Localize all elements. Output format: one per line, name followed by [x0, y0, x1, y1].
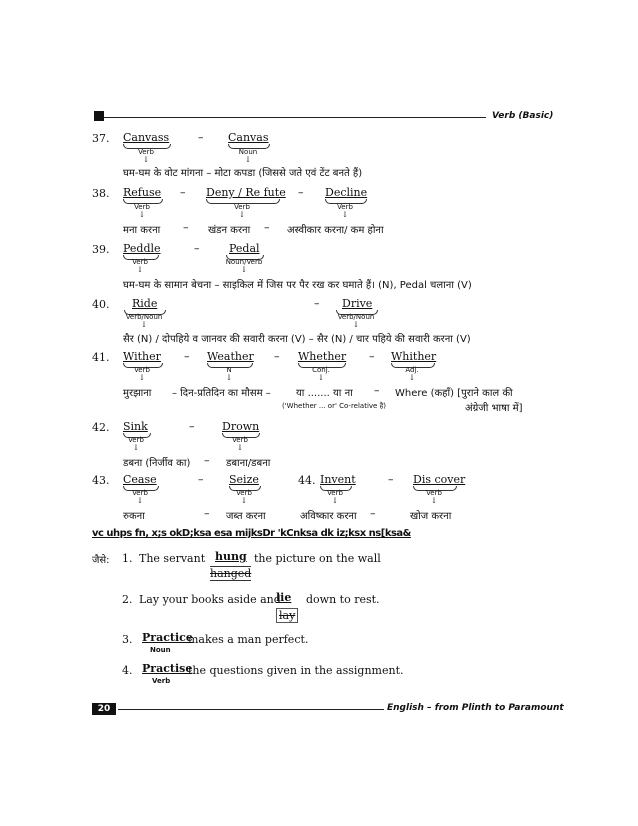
down-arrow-icon: ↓ [341, 210, 349, 219]
example-text: The servant [139, 552, 206, 565]
entry-word: Canvas [228, 131, 269, 144]
pos-label: Verb [236, 489, 252, 497]
entry-number: 40. [92, 298, 110, 311]
pos-label: Verb/Noun [125, 313, 163, 321]
down-arrow-icon: ↓ [352, 320, 360, 329]
meaning-text: – दिन-प्रतिदिन का मौसम – [172, 388, 271, 399]
example-number: 2. [122, 593, 133, 606]
down-arrow-icon: ↓ [238, 210, 246, 219]
meaning-text: Where (कहाँ) [पुराने काल की [395, 388, 513, 399]
entry-word: Decline [325, 186, 368, 199]
pos-label: Verb [337, 203, 353, 211]
down-arrow-icon: ↓ [317, 373, 325, 382]
dash: – [194, 242, 200, 255]
dash: – [184, 350, 190, 363]
correct-word: hung [215, 550, 247, 563]
entry-word: Drive [342, 297, 373, 310]
entry-word: Pedal [229, 242, 260, 255]
dash: – [374, 384, 380, 397]
entry-number: 41. [92, 351, 110, 364]
meaning-text: खोज करना [410, 511, 452, 522]
meaning-text: मना करना [123, 225, 161, 236]
pos-label: Verb [134, 203, 150, 211]
example-number: 4. [122, 664, 133, 677]
dash: – [314, 297, 320, 310]
example-text: Lay your books aside and [139, 593, 281, 606]
dash: – [183, 221, 189, 234]
down-arrow-icon: ↓ [236, 443, 244, 452]
dash: – [204, 454, 210, 467]
meaning-text: या ....... या ना [296, 388, 353, 399]
page-number: 20 [92, 703, 116, 715]
meaning-text: अंग्रेजी भाषा में] [465, 403, 523, 414]
wrong-word: lay [276, 608, 298, 623]
dash: – [370, 507, 376, 520]
entry-word: Peddle [123, 242, 161, 255]
pos-label: Verb [132, 489, 148, 497]
down-arrow-icon: ↓ [136, 265, 144, 274]
down-arrow-icon: ↓ [430, 496, 438, 505]
note-text: ('Whether ... or' Co-relative है) [282, 402, 387, 410]
pos-label: Verb [327, 489, 343, 497]
entry-word: Deny / Re fute [206, 186, 286, 199]
entry-word: Weather [207, 350, 254, 363]
dash: – [189, 420, 195, 433]
meaning-text: डबना (निर्जीव का) [123, 458, 191, 469]
dash: – [298, 186, 304, 199]
pos-label: Verb [134, 366, 150, 374]
dash: – [264, 221, 270, 234]
example-text: makes a man perfect. [188, 633, 309, 646]
down-arrow-icon: ↓ [408, 373, 416, 382]
correct-word: Practice [142, 631, 193, 644]
meaning-text: जब्त करना [226, 511, 266, 522]
dash: – [274, 350, 280, 363]
entry-word: Seize [229, 473, 259, 486]
entry-word: Whether [298, 350, 347, 363]
pos-label: Verb [426, 489, 442, 497]
entry-word: Refuse [123, 186, 162, 199]
entry-number: 39. [92, 243, 110, 256]
dash: – [198, 473, 204, 486]
example-text: the questions given in the assignment. [188, 664, 404, 677]
down-arrow-icon: ↓ [142, 155, 150, 164]
entry-word: Dis cover [413, 473, 466, 486]
meaning-text: खंडन करना [208, 225, 251, 236]
entry-number: 37. [92, 132, 110, 145]
down-arrow-icon: ↓ [138, 210, 146, 219]
example-number: 3. [122, 633, 133, 646]
meaning-text: अस्वीकार करना/ कम होना [287, 225, 384, 236]
pos-label: Noun [238, 148, 258, 156]
dash: – [388, 473, 394, 486]
entry-word: Canvass [123, 131, 170, 144]
pos-label: Verb [152, 677, 171, 685]
header-title: Verb (Basic) [492, 111, 554, 121]
dash: – [198, 131, 204, 144]
down-arrow-icon: ↓ [136, 496, 144, 505]
meaning-text: मुरझाना [123, 388, 152, 399]
down-arrow-icon: ↓ [138, 373, 146, 382]
pos-label: Conj. [312, 366, 330, 374]
entry-word: Whither [391, 350, 437, 363]
entry-word: Sink [123, 420, 148, 433]
meaning-text: सैर (N) / दोपहिये व जानवर की सवारी करना (V) – सैर (N) / चार पहिये की सवारी करना (V) [123, 334, 471, 345]
entry-number: 42. [92, 421, 110, 434]
down-arrow-icon: ↓ [240, 265, 248, 274]
section-instruction: vc uhps fn, x;s okD;ksa esa mijksDr 'kCnksa dk iz;ksx ns[ksa& [92, 528, 411, 539]
meaning-text: घम-घम के वोट मांगना – मोटा कपडा (जिससे जते एवं टेंट बनते हैं) [123, 168, 363, 179]
entry-number: 43. [92, 474, 110, 487]
pos-label: Adj. [405, 366, 419, 374]
examples-label: जैसे: [92, 555, 110, 566]
meaning-text: अविष्कार करना [300, 511, 357, 522]
header-rule [104, 117, 486, 118]
down-arrow-icon: ↓ [132, 443, 140, 452]
pos-label: Verb/Noun [337, 313, 375, 321]
entry-word: Drown [222, 420, 260, 433]
down-arrow-icon: ↓ [140, 320, 148, 329]
pos-label: Verb [234, 203, 250, 211]
dash: – [204, 507, 210, 520]
pos-label: Verb [128, 436, 144, 444]
meaning-text: डबाना/डबना [226, 458, 271, 469]
header-marker [94, 111, 104, 121]
example-text: the picture on the wall [254, 552, 381, 565]
down-arrow-icon: ↓ [244, 155, 252, 164]
pos-label: Verb [138, 148, 154, 156]
footer-title: English – from Plinth to Paramount [387, 703, 564, 713]
dash: – [369, 350, 375, 363]
down-arrow-icon: ↓ [225, 373, 233, 382]
footer-rule [118, 709, 384, 710]
entry-word: Ride [132, 297, 158, 310]
meaning-text: रुकना [123, 511, 145, 522]
correct-word: lie [276, 591, 292, 604]
pos-label: Noun/Verb [225, 258, 263, 266]
pos-label: N [226, 366, 232, 374]
down-arrow-icon: ↓ [331, 496, 339, 505]
entry-number: 38. [92, 187, 110, 200]
meaning-text: घम-घम के सामान बेचना – साइकिल में जिस पर पैर रख कर घमाते हैं। (N), Pedal चलाना (V) [123, 280, 472, 291]
entry-word: Cease [123, 473, 157, 486]
entry-word: Wither [123, 350, 161, 363]
wrong-word: hanged [210, 567, 252, 580]
example-number: 1. [122, 552, 133, 565]
pos-label: Verb [132, 258, 148, 266]
correct-word: Practise [142, 662, 193, 675]
entry-number: 44. [298, 474, 316, 487]
entry-word: Invent [320, 473, 356, 486]
down-arrow-icon: ↓ [240, 496, 248, 505]
example-text: down to rest. [306, 593, 380, 606]
dash: – [180, 186, 186, 199]
pos-label: Noun [150, 646, 171, 654]
pos-label: Verb [232, 436, 248, 444]
